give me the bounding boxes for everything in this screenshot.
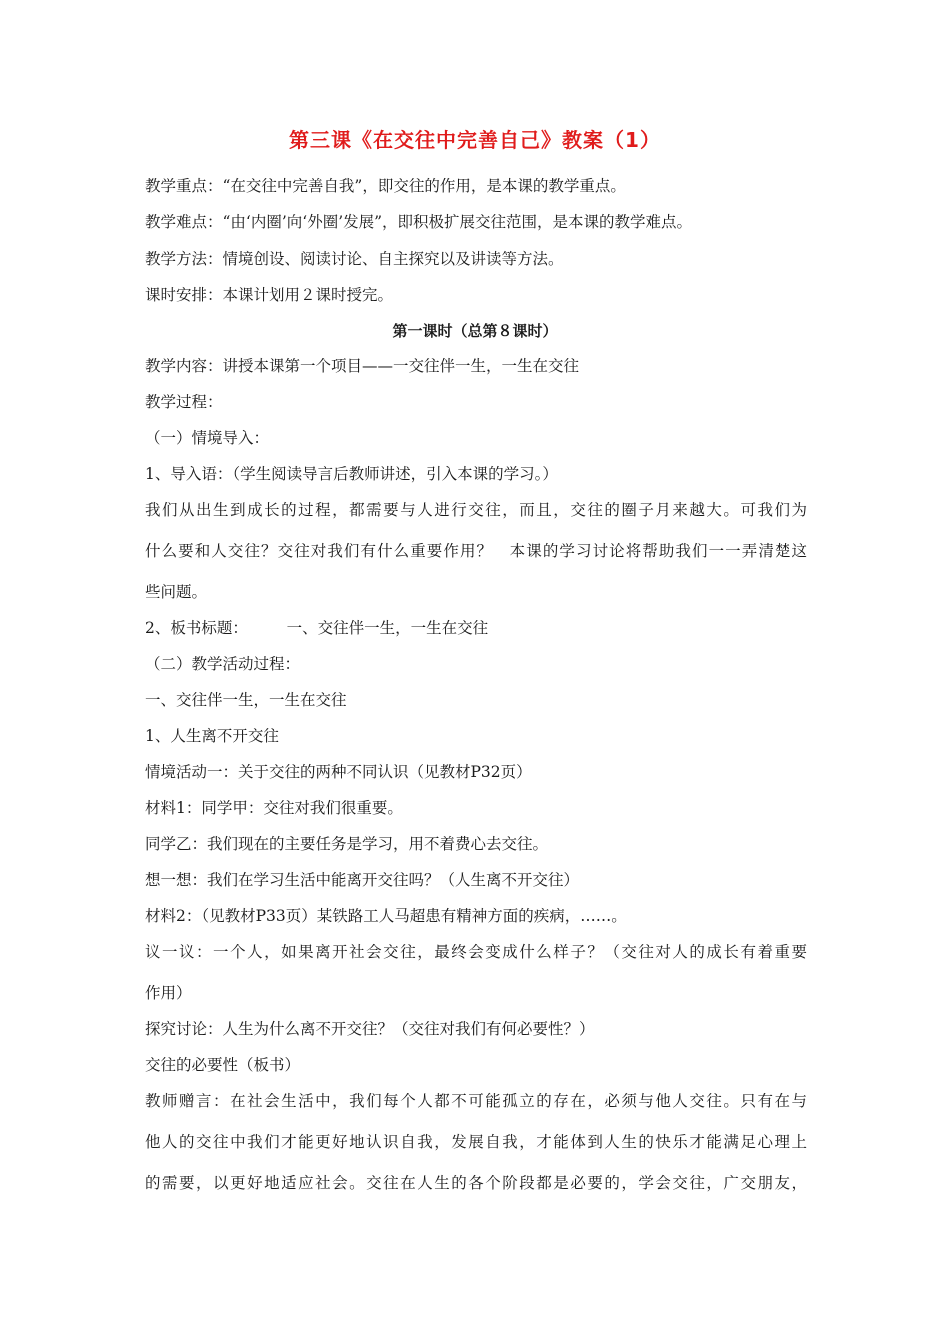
paragraph-line: 什么要和人交往？交往对我们有什么重要作用？ 本课的学习讨论将帮助我们一一弄清楚这	[145, 542, 807, 560]
paragraph-line: 教师赠言：在社会生活中，我们每个人都不可能孤立的存在，必须与他人交往。只有在与	[145, 1092, 807, 1110]
paragraph-line: 作用）	[145, 984, 192, 1002]
topic-heading: 一、交往伴一生，一生在交往	[145, 691, 347, 709]
subtopic-heading: 1、人生离不开交往	[145, 727, 279, 745]
paragraph-line: 的需要，以更好地适应社会。交往在人生的各个阶段都是必要的，学会交往，广交朋友，	[145, 1174, 807, 1192]
discussion-line: 探究讨论：人生为什么离不开交往？（交往对我们有何必要性？）	[145, 1020, 595, 1038]
part-one-heading: （一）情境导入：	[145, 429, 270, 447]
paragraph-line: 他人的交往中我们才能更好地认识自我，发展自我，才能体到人生的快乐才能满足心理上	[145, 1133, 807, 1151]
part-two-heading: （二）教学活动过程：	[145, 655, 301, 673]
document-title: 第三课《在交往中完善自己》教案（1）	[289, 128, 661, 152]
paragraph-line: 我们从出生到成长的过程，都需要与人进行交往，而且，交往的圈子月来越大。可我们为	[145, 501, 807, 519]
question-line: 想一想：我们在学习生活中能离开交往吗？（人生离不开交往）	[145, 871, 580, 889]
teaching-method: 教学方法：情境创设、阅读讨论、自主探究以及讲读等方法。	[145, 250, 564, 268]
paragraph-line: 些问题。	[145, 583, 208, 601]
board-title: 2、板书标题： 一、交往伴一生，一生在交往	[145, 619, 489, 637]
teaching-process: 教学过程：	[145, 393, 223, 411]
teaching-difficulty: 教学难点：“由‘内圈’向‘外圈’发展”，即积极扩展交往范围，是本课的教学难点。	[145, 213, 693, 231]
intro-line: 1、导入语：（学生阅读导言后教师讲述，引入本课的学习。）	[145, 465, 558, 483]
lesson-schedule: 课时安排：本课计划用２课时授完。	[145, 286, 394, 304]
teaching-focus: 教学重点：“在交往中完善自我”，即交往的作用，是本课的教学重点。	[145, 177, 626, 195]
teaching-content: 教学内容：讲授本课第一个项目——一交往伴一生，一生在交往	[145, 357, 580, 375]
material-line: 材料1：同学甲：交往对我们很重要。	[145, 799, 403, 817]
activity-line: 情境活动一：关于交往的两种不同认识（见教材P32页）	[145, 763, 532, 781]
board-note: 交往的必要性（板书）	[145, 1056, 301, 1074]
section-heading: 第一课时（总第８课时）	[392, 322, 558, 340]
material-line: 同学乙：我们现在的主要任务是学习，用不着费心去交往。	[145, 835, 549, 853]
paragraph-line: 议一议：一个人，如果离开社会交往，最终会变成什么样子？（交往对人的成长有着重要	[145, 943, 807, 961]
material-line: 材料2：（见教材P33页）某铁路工人马超患有精神方面的疾病，……。	[145, 907, 627, 925]
